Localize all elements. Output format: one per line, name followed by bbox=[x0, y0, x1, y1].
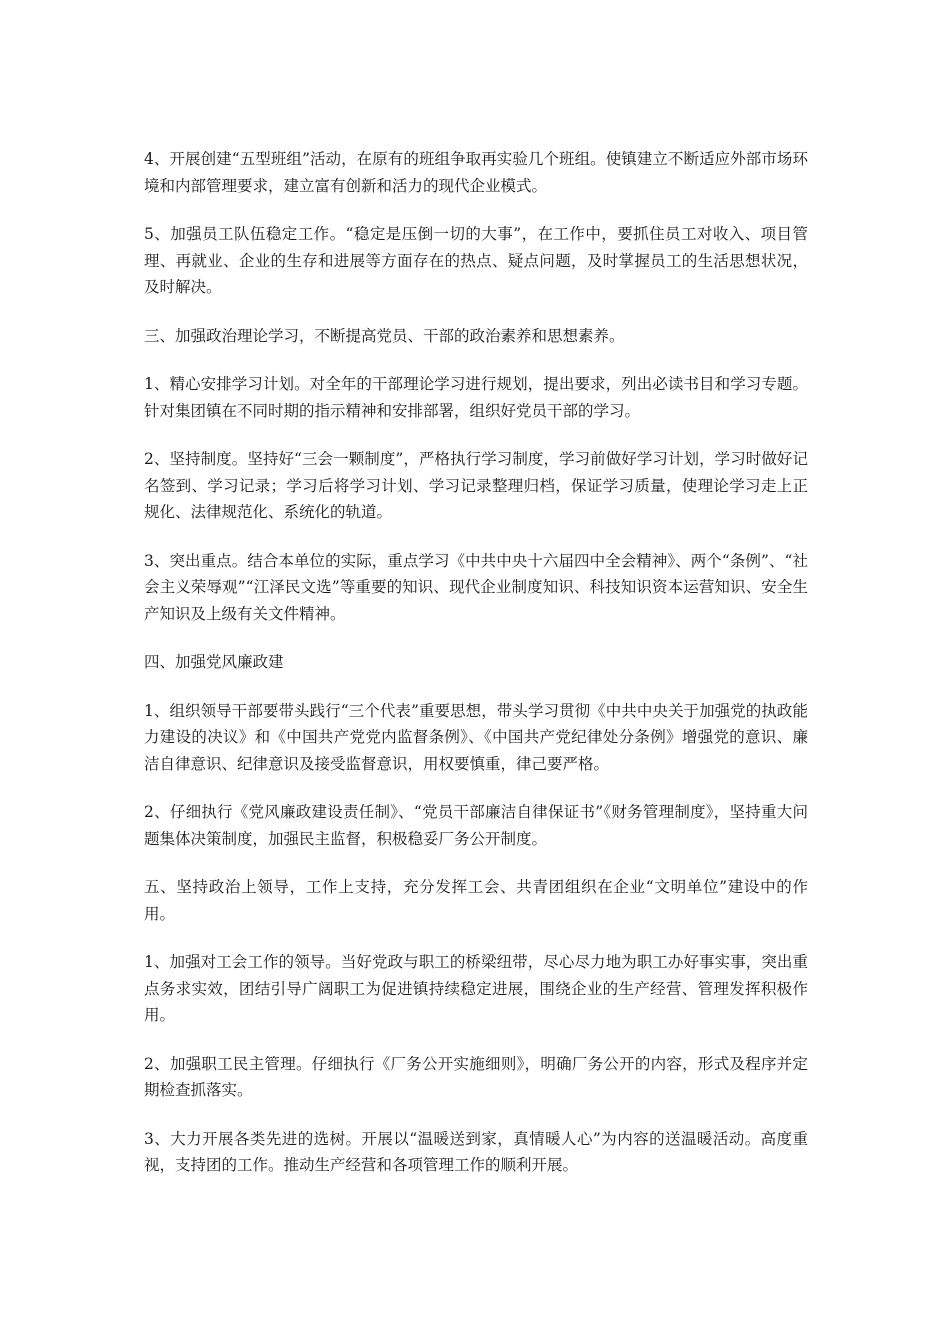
section-heading-4: 四、加强党风廉政建 bbox=[144, 653, 284, 671]
section-heading-3: 三、加强政治理论学习，不断提高党员、干部的政治素养和思想素养。 bbox=[144, 326, 625, 345]
paragraph-item-5-staff-stability: 5、加强员工队伍稳定工作。“稳定是压倒一切的大事”，在工作中，要抓住员工对收入、项目管理、再就业、企业的生存和进展等方面存在的热点、疑点问题，及时掌握员工的生活思想状况，及时解决。 bbox=[144, 225, 808, 296]
paragraph-adhere-system: 2、坚持制度。坚持好“三会一颗制度”，严格执行学习制度，学习前做好学习计划，学习时做好记名签到、学习记录；学习后将学习计划、学习记录整理归档，保证学习质量，使理论学习走上正规化、法律规范化、系统化的轨道。 bbox=[144, 450, 808, 521]
paragraph-item-4-five-type-teams: 4、开展创建“五型班组”活动，在原有的班组争取再实验几个班组。使镇建立不断适应外部市场环境和内部管理要求，建立富有创新和活力的现代企业模式。 bbox=[144, 150, 808, 195]
paragraph-responsibility-system: 2、仔细执行《党风廉政建设责任制》、“党员干部廉洁自律保证书”《财务管理制度》，坚持重大问题集体决策制度，加强民主监督，积极稳妥厂务公开制度。 bbox=[144, 803, 808, 848]
paragraph-study-plan: 1、精心安排学习计划。对全年的干部理论学习进行规划，提出要求，列出必读书目和学习专题。针对集团镇在不同时期的指示精神和安排部署，组织好党员干部的学习。 bbox=[144, 375, 808, 420]
paragraph-union-leadership: 1、加强对工会工作的领导。当好党政与职工的桥梁纽带，尽心尽力地为职工办好事实事，突出重点务求实效，团结引导广阔职工为促进镇持续稳定进展，围绕企业的生产经营、管理发挥积极作用。 bbox=[144, 953, 808, 1024]
paragraph-leading-cadres: 1、组织领导干部要带头践行“三个代表”重要思想，带头学习贯彻《中共中央关于加强党的执政能力建设的决议》和《中国共产党党内监督条例》、《中国共产党纪律处分条例》增强党的意识、廉洁自律意识、纪律意识及接受监督意识，用权要慎重，律己要严格。 bbox=[144, 701, 808, 773]
paragraph-advanced-selection: 3、大力开展各类先进的选树。开展以“温暖送到家，真情暖人心”为内容的送温暖活动。高度重视，支持团的工作。推动生产经营和各项管理工作的顺利开展。 bbox=[144, 1129, 808, 1174]
paragraph-highlight-focus: 3、突出重点。结合本单位的实际，重点学习《中共中央十六届四中全会精神》、两个“条例”、“社会主义荣辱观”“江泽民文选”等重要的知识、现代企业制度知识、科技知识资本运营知识、安全生产知识及上级有关文件精神。 bbox=[144, 551, 808, 623]
document-body bbox=[144, 146, 808, 1201]
section-heading-5: 五、坚持政治上领导，工作上支持，充分发挥工会、共青团组织在企业“文明单位”建设中的作用。 bbox=[144, 878, 808, 923]
paragraph-democratic-management: 2、加强职工民主管理。仔细执行《厂务公开实施细则》，明确厂务公开的内容，形式及程序并定期检查抓落实。 bbox=[144, 1054, 808, 1099]
